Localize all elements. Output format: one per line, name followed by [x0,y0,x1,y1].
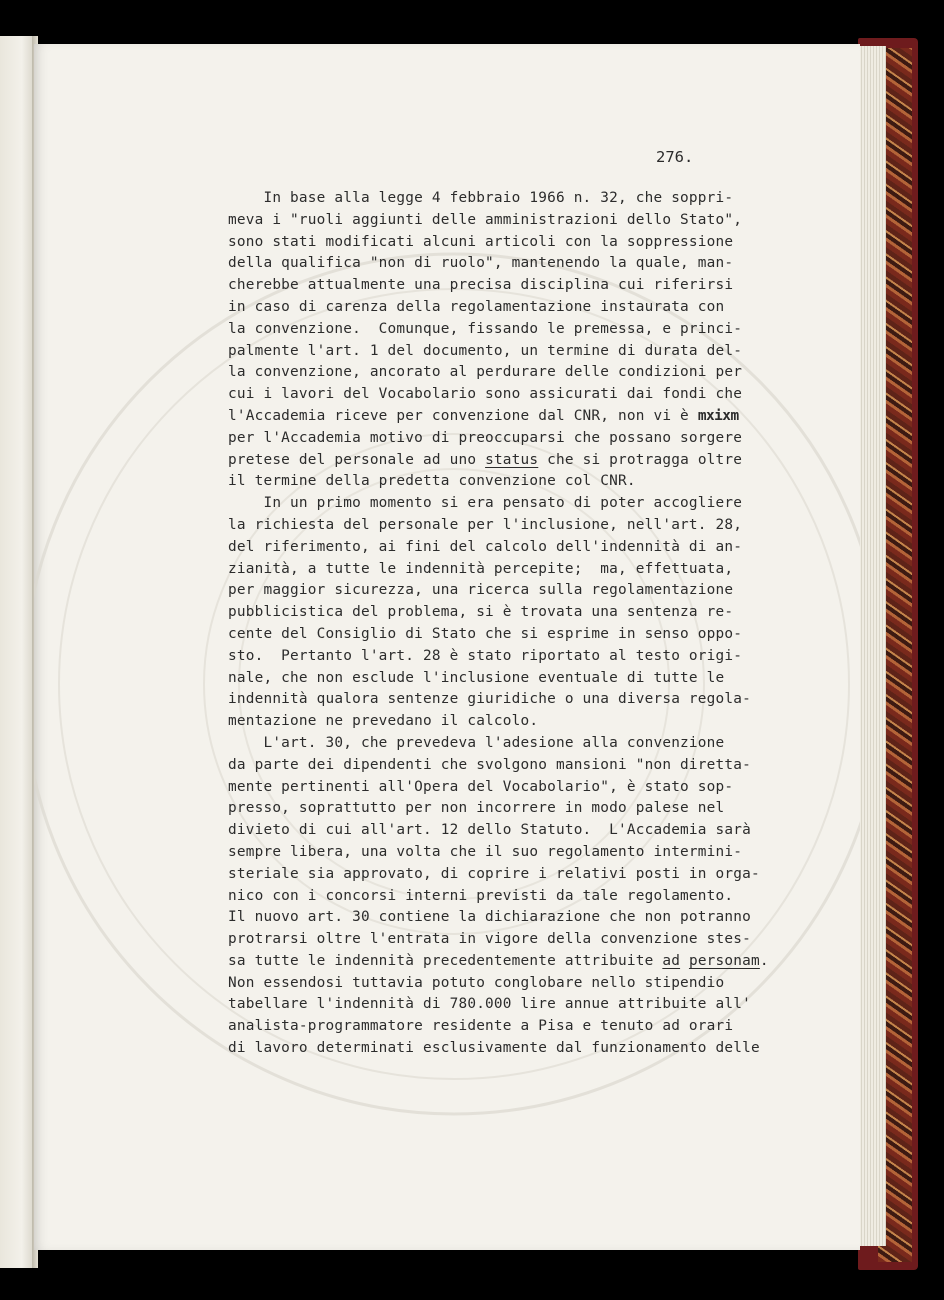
underlined-word-personam: personam [688,952,760,969]
text-line: tabellare l'indennità di 780.000 lire annue attribuite all' [228,996,751,1013]
text-line: pubblicistica del problema, si è trovata una sentenza re- [228,604,734,621]
text-line: indennità qualora sentenze giuridiche o una diversa regola- [228,691,751,708]
text-line: per maggior sicurezza, una ricerca sulla regolamentazione [228,582,734,599]
text-line: sempre libera, una volta che il suo regolamento intermini- [228,843,743,860]
text-segment: pretese del personale ad uno [228,451,477,468]
struck-out-word: mxixm [697,407,739,424]
text-segment: l'Accademia riceve per convenzione dal CNR, non vi è [228,407,689,424]
body-text [228,188,788,1060]
text-line-with-underline [228,450,788,472]
text-segment: che si protragga oltre [538,451,743,468]
text-line: zianità, a tutte le indennità percepite; ma, effettuata, [228,560,734,577]
text-line: analista-programmatore residente a Pisa e tenuto ad orari [228,1018,734,1035]
text-line: del riferimento, ai fini del calcolo dell'indennità di an- [228,538,743,555]
text-segment: sa tutte le indennità precedentemente attribuite [228,952,654,969]
text-line: In base alla legge 4 febbraio 1966 n. 32, che soppri- [228,190,734,206]
text-line: meva i "ruoli aggiunti delle amministrazioni dello Stato", [228,211,743,228]
text-line: cherebbe attualmente una precisa disciplina cui riferirsi [228,277,734,294]
text-line: mente pertinenti all'Opera del Vocabolario", è stato sop- [228,778,734,795]
text-line: nale, che non esclude l'inclusione eventuale di tutte le [228,669,725,686]
text-line: Non essendosi tuttavia potuto conglobare nello stipendio [228,974,725,991]
text-line: in caso di carenza della regolamentazione instaurata con [228,298,725,315]
text-line: il termine della predetta convenzione col CNR. [228,473,636,490]
text-line: palmente l'art. 1 del documento, un termine di durata del- [228,342,743,359]
text-line: la convenzione, ancorato al perdurare delle condizioni per [228,364,743,381]
underlined-word-status: status [485,451,539,468]
text-line: la convenzione. Comunque, fissando le premessa, e princi- [228,320,743,337]
text-line: mentazione ne prevedano il calcolo. [228,713,539,730]
document-page [34,44,860,1250]
text-line: In un primo momento si era pensato di poter accogliere [228,495,743,512]
text-line: sono stati modificati alcuni articoli con la soppressione [228,233,734,250]
text-line: di lavoro determinati esclusivamente dal funzionamento delle [228,1040,760,1057]
underlined-word-ad: ad [662,952,681,969]
text-line: protrarsi oltre l'entrata in vigore della convenzione stes- [228,931,751,948]
text-line: cui i lavori del Vocabolario sono assicurati dai fondi che [228,386,743,403]
text-line: per l'Accademia motivo di preoccuparsi che possano sorgere [228,429,743,446]
text-segment: . [759,952,769,969]
text-line: Il nuovo art. 30 contiene la dichiarazione che non potranno [228,909,751,926]
text-line: nico con i concorsi interni previsti da tale regolamento. [228,887,734,904]
left-page-edge [0,36,36,1268]
text-line: L'art. 30, che prevedeva l'adesione alla convenzione [228,734,725,751]
text-line: la richiesta del personale per l'inclusione, nell'art. 28, [228,516,743,533]
text-line: steriale sia approvato, di coprire i relativi posti in orga- [228,865,760,882]
text-line: della qualifica "non di ruolo", mantenendo la quale, man- [228,255,734,272]
text-line-with-strikeout [228,406,788,428]
text-line: da parte dei dipendenti che svolgono mansioni "non diretta- [228,756,751,773]
text-line: divieto di cui all'art. 12 dello Statuto. L'Accademia sarà [228,822,751,839]
text-line: cente del Consiglio di Stato che si esprime in senso oppo- [228,625,743,642]
text-line: sto. Pertanto l'art. 28 è stato riportato al testo origi- [228,647,743,664]
page-number: 276. [656,148,694,166]
text-line: presso, soprattutto per non incorrere in modo palese nel [228,800,725,817]
text-line-with-underline [228,951,788,973]
